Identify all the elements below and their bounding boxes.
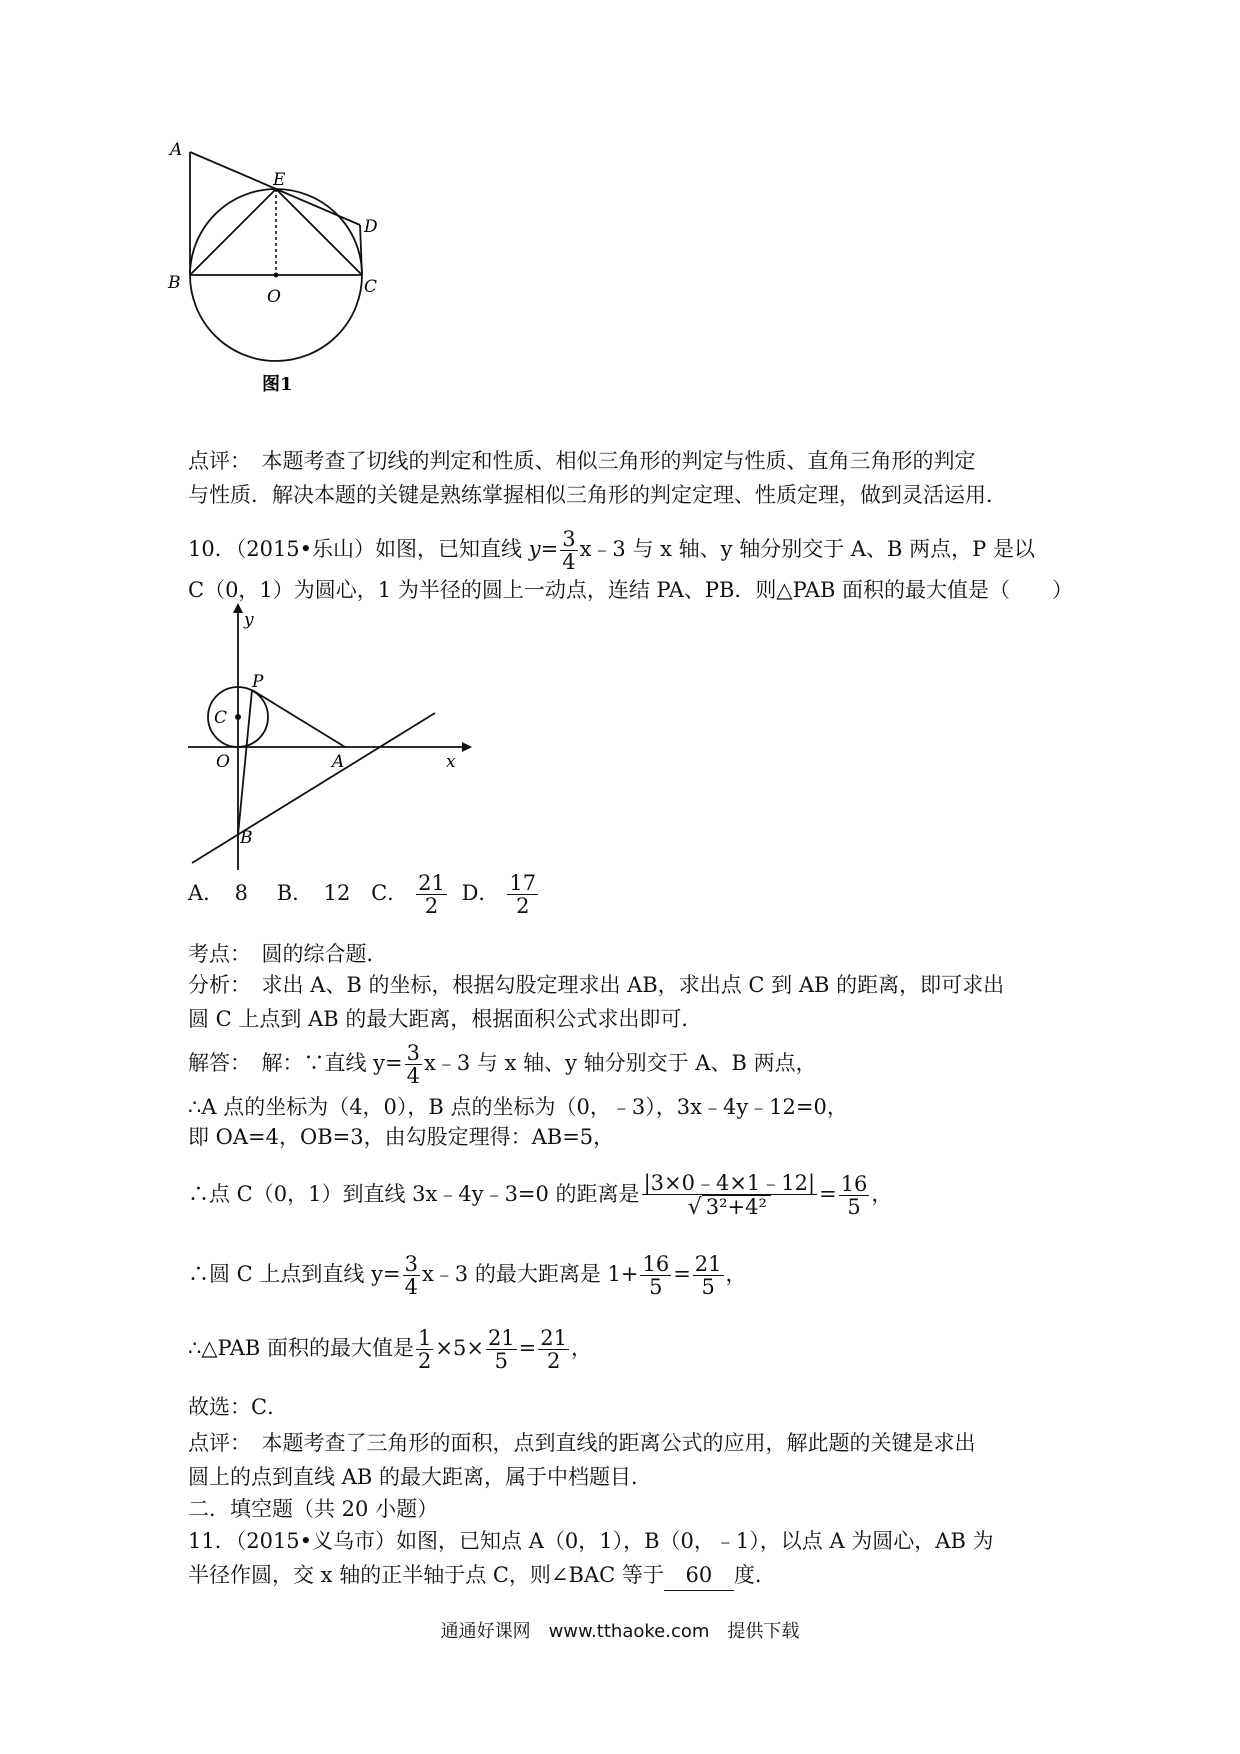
label-d: D [364,217,378,237]
segment-dc [360,225,362,275]
jieda-fraction-1: $\frac{3}{4}$ [406,1041,421,1088]
kaodian: 考点： 圆的综合题． [188,942,388,966]
label-x: x [446,752,456,772]
label-a: A [170,140,183,160]
jieda-fraction-6c: $\frac{21}{2}$ [540,1326,568,1373]
label-e: E [273,170,286,190]
label-o2: O [216,752,230,772]
segment-pb [238,690,252,835]
jieda-line-4: ∴点 C（0，1）到直线 3x﹣4y﹣3=0 的距离是 $\frac{|3\times 0﹣4\times 1﹣12|}{\text{√ 3²+4²}}$ = $\frac{16}{5}$ ， [188,1171,893,1220]
question-11-line-1: 11．（2015•义乌市）如图，已知点 A（0，1），B（0，﹣1），以点 A 为圆心，AB 为 [188,1529,994,1553]
distance-formula-fraction: $\frac{|3\times 0﹣4\times 1﹣12|}{\text{√ 3²+4²}}$ [643,1171,816,1220]
distance-result-fraction: $\frac{16}{5}$ [840,1172,868,1219]
line-ab [192,713,435,863]
jieda-line-5: ∴圆 C 上点到直线 y= $\frac{3}{4}$ x﹣3 的最大距离是 1+ $\frac{16}{5}$ = $\frac{21}{5}$ ， [188,1252,747,1299]
point-c [235,714,241,720]
question-10-eq-y: y= [528,537,559,561]
question-10-fraction: $\frac{3}{4}$ [562,527,576,574]
option-b: B． 12 [276,881,351,905]
jieda-fraction-5b: $\frac{16}{5}$ [642,1252,670,1299]
jieda-fraction-5a: $\frac{3}{4}$ [404,1252,418,1299]
jieda-fraction-6a: $\frac{1}{2}$ [418,1326,432,1373]
review-10-line-2: 圆上的点到直线 AB 的最大距离，属于中档题目． [188,1465,652,1489]
label-b2: B [240,828,253,848]
question-10-line-1 [188,528,1035,573]
review-9-line-2: 与性质．解决本题的关键是熟练掌握相似三角形的判定定理、性质定理，做到灵活运用． [188,483,1007,507]
jieda-line-6: ∴△PAB 面积的最大值是 $\frac{1}{2}$ ×5× $\frac{21}{5}$ = $\frac{21}{2}$ ， [188,1326,593,1373]
options-row [188,872,540,917]
option-c-fraction: $\frac{21}{2}$ [418,871,445,918]
segment-be [190,189,276,275]
option-d: D． [461,881,500,905]
fenxi-line-1: 分析： 求出 A、B 的坐标，根据勾股定理求出 AB，求出点 C 到 AB 的距离，即可求出 [188,973,1005,997]
page-footer: 通通好课网 www.tthaoke.com 提供下载 [440,1621,800,1642]
question-10-prefix: 10．（2015•乐山）如图，已知直线 [188,537,523,561]
label-b: B [168,273,181,293]
label-c2: C [214,708,228,728]
figure-2 [180,605,470,870]
label-y: y [244,610,254,630]
question-11-line-2: 半径作圆，交 x 轴的正半轴于点 C，则∠BAC 等于 60 度． [188,1560,776,1591]
option-d-fraction: $\frac{17}{2}$ [509,871,537,918]
question-10-text: x﹣3 与 x 轴、y 轴分别交于 A、B 两点，P 是以 [579,537,1035,561]
label-o: O [267,287,281,307]
segment-ec [276,189,362,275]
figure-1 [168,140,440,430]
question-11-answer: 60 [664,1560,734,1591]
jieda-line-1: 解答： 解：∵直线 y= $\frac{3}{4}$ x﹣3 与 x 轴、y 轴分别交于 A、B 两点， [188,1041,817,1088]
section-heading: 二．填空题（共 20 小题） [188,1497,439,1521]
fenxi-line-2: 圆 C 上点到 AB 的最大距离，根据面积公式求出即可． [188,1007,703,1031]
x-axis-arrow [462,742,472,752]
jieda-line-7: 故选：C． [188,1395,289,1419]
segment-pa [252,690,345,747]
review-10-line-1: 点评： 本题考查了三角形的面积，点到直线的距离公式的应用，解此题的关键是求出 [188,1431,976,1455]
point-o [274,273,279,278]
option-c: C． [371,881,409,905]
y-axis-arrow [233,603,243,613]
label-c: C [364,277,378,297]
jieda-line-3: 即 OA=4，OB=3，由勾股定理得：AB=5， [188,1125,615,1149]
jieda-line-2: ∴A 点的坐标为（4，0），B 点的坐标为（0，﹣3），3x﹣4y﹣12=0， [188,1095,848,1119]
review-9-line-1: 点评： 本题考查了切线的判定和性质、相似三角形的判定与性质、直角三角形的判定 [188,449,976,473]
jieda-fraction-5c: $\frac{21}{5}$ [694,1252,722,1299]
jieda-fraction-6b: $\frac{21}{5}$ [487,1326,515,1373]
option-a: A． 8 [188,881,249,905]
label-p: P [252,672,264,692]
label-a2: A [332,752,345,772]
figure-caption: 图1 [262,374,293,395]
question-10-line-2: C（0，1）为圆心，1 为半径的圆上一动点，连结 PA、PB．则△PAB 面积的最大值是（ ） [188,578,1074,602]
